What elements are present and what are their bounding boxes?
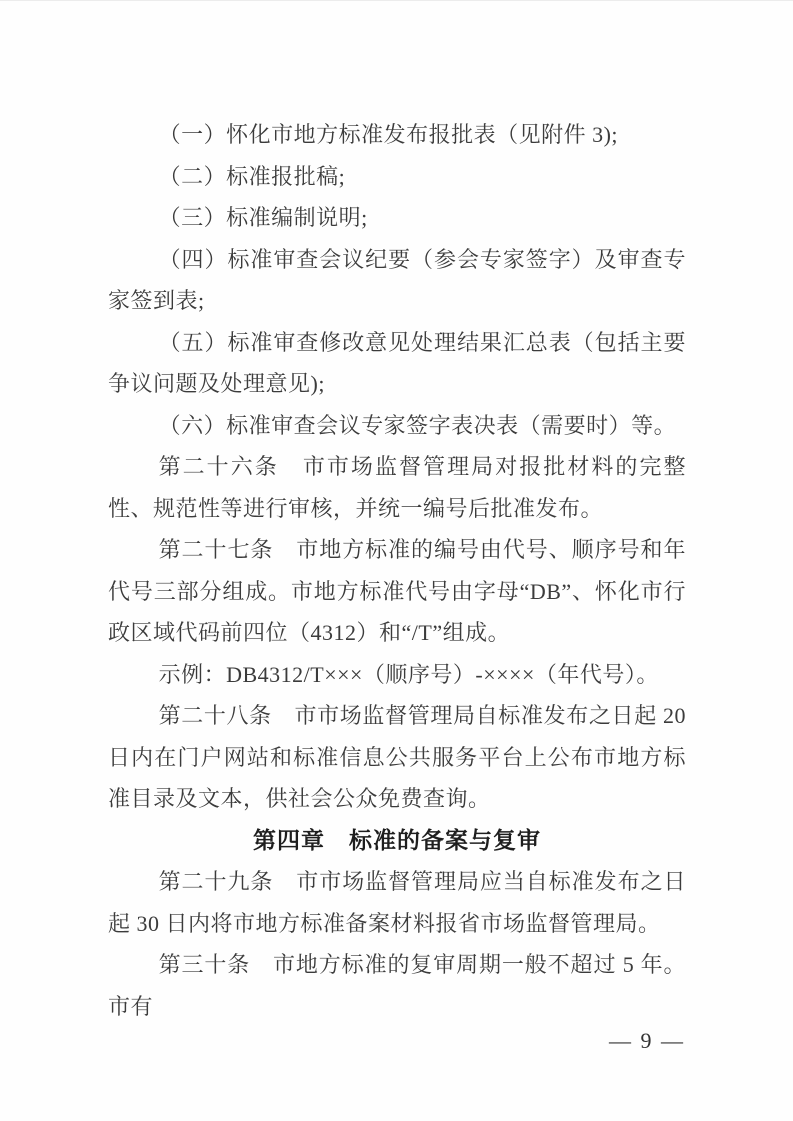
chapter-heading: 第四章 标准的备案与复审 — [253, 826, 541, 853]
paragraph: （五）标准审查修改意见处理结果汇总表（包括主要争议问题及处理意见); — [108, 329, 686, 396]
paragraph: 第二十六条 市市场监督管理局对报批材料的完整性、规范性等进行审核，并统一编号后批准发布。 — [108, 454, 686, 521]
page-number: — 9 — — [609, 1028, 685, 1053]
paragraph: （六）标准审查会议专家签字表决表（需要时）等。 — [158, 412, 677, 438]
paragraph: 第二十八条 市市场监督管理局自标准发布之日起 20 日内在门户网站和标准信息公共服务平台上公布市地方标准目录及文本，供社会公众免费查询。 — [108, 703, 686, 811]
paragraph: 示例：DB4312/T×××（顺序号）-××××（年代号）。 — [158, 661, 659, 687]
paragraph: 第二十九条 市市场监督管理局应当自标准发布之日起 30 日内将市地方标准备案材料报省市场监督管理局。 — [108, 869, 686, 936]
paragraph: （一）怀化市地方标准发布报批表（见附件 3); — [158, 122, 619, 147]
paragraph: （四）标准审查会议纪要（参会专家签字）及审查专家签到表; — [108, 246, 686, 313]
document-body — [108, 114, 686, 1027]
paragraph: 第二十七条 市地方标准的编号由代号、顺序号和年代号三部分组成。市地方标准代号由字母“DB”、怀化市行政区域代码前四位（4312）和“/T”组成。 — [108, 537, 686, 645]
paragraph: （二）标准报批稿; — [158, 163, 346, 189]
paragraph: 第三十条 市地方标准的复审周期一般不超过 5 年。市有 — [108, 952, 686, 1019]
paragraph: （三）标准编制说明; — [158, 205, 368, 230]
